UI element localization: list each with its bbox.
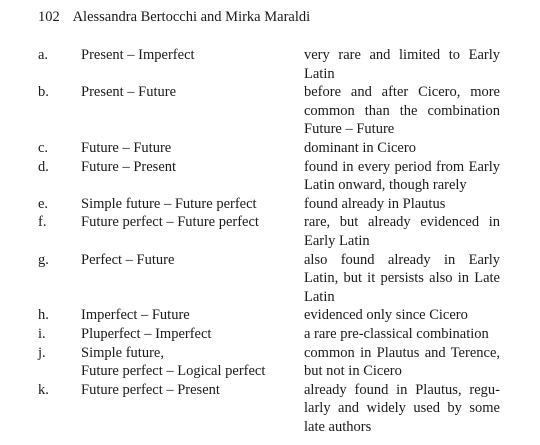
list-item: [0, 251, 540, 307]
item-letter: f.: [38, 214, 47, 231]
item-letter: a.: [38, 47, 49, 63]
usage-description-line: but not in Cicero: [304, 363, 402, 380]
tense-combination-line: Present – Imperfect: [81, 47, 195, 63]
list-item: [0, 158, 540, 195]
tense-combination: [81, 251, 304, 307]
usage-description-line: Latin, but it persists also in Late: [304, 270, 500, 287]
usage-description: [304, 158, 500, 195]
usage-description-line: very rare and limited to Early: [304, 47, 500, 63]
tense-combination-list: [0, 46, 540, 436]
usage-description: [304, 139, 500, 158]
running-header-authors: Alessandra Bertocchi and Mirka Maraldi: [72, 9, 311, 25]
item-letter: h.: [38, 307, 49, 324]
item-letter: b.: [38, 84, 49, 101]
usage-description-line: Latin onward, though rarely: [304, 177, 467, 194]
usage-description-line: found in every period from Early: [304, 158, 500, 175]
tense-combination: [81, 344, 304, 381]
tense-combination: [81, 83, 304, 139]
usage-description: [304, 213, 500, 250]
usage-description-line: rare, but already evidenced in: [304, 214, 500, 231]
tense-combination: [81, 306, 304, 325]
tense-combination-line: Present – Future: [81, 84, 177, 101]
list-item: [0, 213, 540, 250]
tense-combination-line: Future – Present: [81, 158, 177, 175]
item-letter: k.: [38, 381, 49, 398]
list-item: [0, 381, 540, 437]
usage-description: [304, 381, 500, 437]
list-item: [0, 139, 540, 158]
item-letter: g.: [38, 251, 49, 268]
tense-combination-line: Perfect – Future: [81, 251, 175, 268]
tense-combination: [81, 381, 304, 437]
tense-combination: [81, 213, 304, 250]
usage-description-line: also found already in Early: [304, 251, 500, 268]
tense-combination-line: Imperfect – Future: [81, 307, 190, 324]
usage-description: [304, 195, 500, 214]
usage-description-line: Latin: [304, 65, 335, 82]
tense-combination-line: Simple future,: [81, 344, 164, 361]
item-letter: c.: [38, 139, 49, 156]
item-letter: d.: [38, 158, 49, 175]
usage-description-line: Future – Future: [304, 121, 395, 138]
usage-description-line: a rare pre-classical combination: [304, 325, 489, 342]
usage-description-line: common than the combination: [304, 102, 500, 119]
item-letter: e.: [38, 195, 49, 212]
usage-description: [304, 344, 500, 381]
usage-description-line: late authors: [304, 418, 372, 435]
list-item: [0, 46, 540, 83]
usage-description-line: common in Plautus and Terence,: [304, 344, 500, 361]
item-letter: i.: [38, 325, 46, 342]
usage-description-line: larly and widely used by some: [304, 400, 500, 417]
usage-description-line: Early Latin: [304, 232, 370, 249]
tense-combination-line: Pluperfect – Imperfect: [81, 325, 212, 342]
usage-description: [304, 251, 500, 307]
tense-combination-line: Simple future – Future perfect: [81, 195, 257, 212]
list-item: [0, 195, 540, 214]
tense-combination-line: Future perfect – Logical perfect: [81, 363, 266, 380]
tense-combination: [81, 195, 304, 214]
tense-combination: [81, 325, 304, 344]
usage-description-line: dominant in Cicero: [304, 139, 416, 156]
tense-combination: [81, 46, 304, 83]
usage-description-line: Latin: [304, 288, 335, 305]
usage-description: [304, 325, 500, 344]
usage-description: [304, 83, 500, 139]
tense-combination-line: Future perfect – Future perfect: [81, 214, 259, 231]
tense-combination-line: Future – Future: [81, 139, 172, 156]
list-item: [0, 83, 540, 139]
list-item: [0, 306, 540, 325]
tense-combination: [81, 158, 304, 195]
list-item: [0, 325, 540, 344]
usage-description-line: before and after Cicero, more: [304, 84, 500, 101]
running-header: [38, 8, 310, 26]
tense-combination-line: Future perfect – Present: [81, 381, 220, 398]
page-number: 102: [38, 9, 60, 25]
usage-description-line: found already in Plautus: [304, 195, 446, 212]
usage-description: [304, 306, 500, 325]
item-letter: j.: [38, 344, 46, 361]
usage-description-line: already found in Plautus, regu-: [304, 381, 500, 398]
usage-description-line: evidenced only since Cicero: [304, 307, 468, 324]
usage-description: [304, 46, 500, 83]
tense-combination: [81, 139, 304, 158]
list-item: [0, 344, 540, 381]
